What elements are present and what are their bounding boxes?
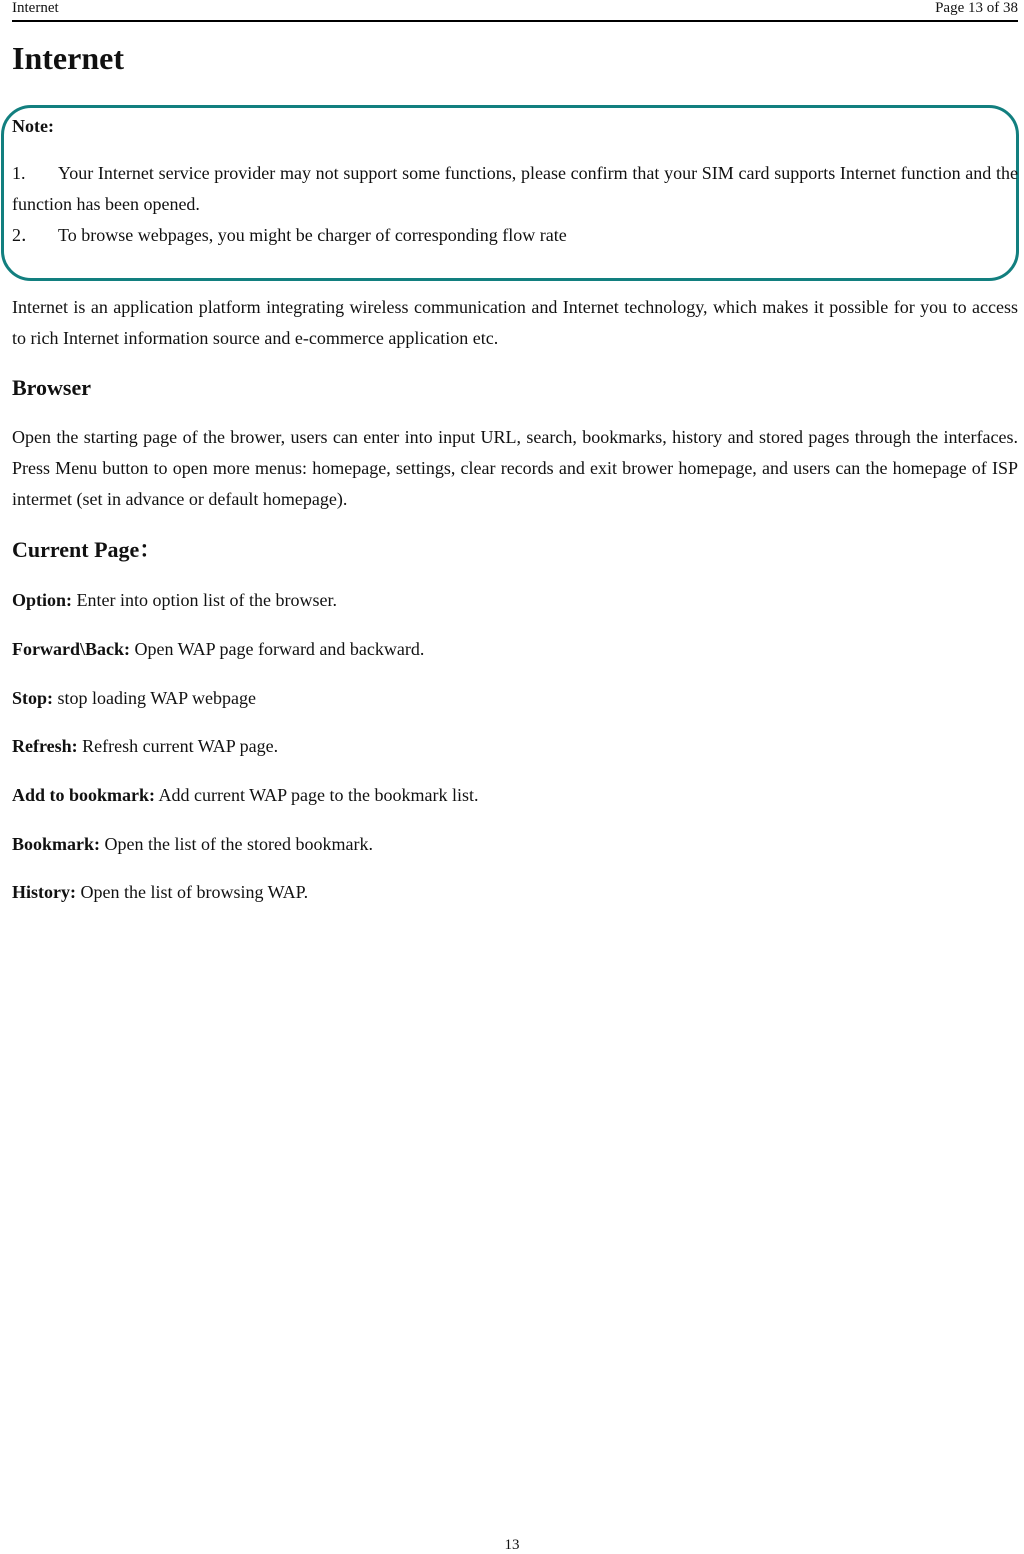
definition-add-to-bookmark (12, 783, 478, 807)
definition-desc: Open WAP page forward and backward. (129, 639, 425, 659)
note-item-text: Your Internet service provider may not support some functions, please confirm that your SIM card supports Internet function and the function has been opened. (12, 163, 1018, 214)
current-page-heading: Current Page： (12, 537, 162, 562)
note-item-2 (12, 220, 1018, 251)
definition-desc: Open the list of the stored bookmark. (100, 834, 373, 854)
definition-desc: Add current WAP page to the bookmark list. (155, 785, 479, 805)
note-label: Note: (12, 116, 54, 136)
note-item-1 (12, 158, 1018, 220)
header-section-title: Internet (12, 0, 59, 16)
header-page-indicator: Page 13 of 38 (935, 0, 1018, 16)
definition-desc: stop loading WAP webpage (53, 688, 256, 708)
note-item-text: To browse webpages, you might be charger of corresponding flow rate (58, 225, 567, 245)
definition-refresh (12, 734, 278, 758)
definition-bookmark (12, 832, 373, 856)
definition-desc: Refresh current WAP page. (77, 736, 279, 756)
definition-term: Option: (12, 590, 73, 610)
definition-desc: Open the list of browsing WAP. (75, 882, 309, 902)
definition-forward-back (12, 637, 424, 661)
definition-stop (12, 686, 256, 710)
definition-term: Add to bookmark: (12, 785, 156, 805)
definition-term: Stop: (12, 688, 54, 708)
definition-term: Refresh: (12, 736, 78, 756)
definition-history (12, 880, 308, 904)
note-item-number: 2． (12, 225, 39, 245)
page-header (12, 0, 1018, 22)
note-item-number: 1. (12, 163, 26, 183)
page-title: Internet (12, 40, 124, 76)
browser-paragraph: Open the starting page of the brower, users can enter into input URL, search, bookmarks, history and stored pages through the interfaces. Press Menu button to open more menus: homepage, settings, clear records and exit brower homepage, and users can the homepage of ISP intermet (set in advance or default homepage). (12, 427, 1018, 509)
definition-option (12, 588, 337, 612)
browser-heading: Browser (12, 375, 92, 400)
definition-term: Forward\Back: (12, 639, 130, 659)
intro-paragraph: Internet is an application platform integrating wireless communication and Internet technology, which makes it possible for you to access to rich Internet information source and e-commerce application etc. (12, 297, 1018, 348)
definition-term: History: (12, 882, 76, 902)
page-number: 13 (504, 1537, 520, 1553)
definition-desc: Enter into option list of the browser. (72, 590, 337, 610)
definition-term: Bookmark: (12, 834, 101, 854)
